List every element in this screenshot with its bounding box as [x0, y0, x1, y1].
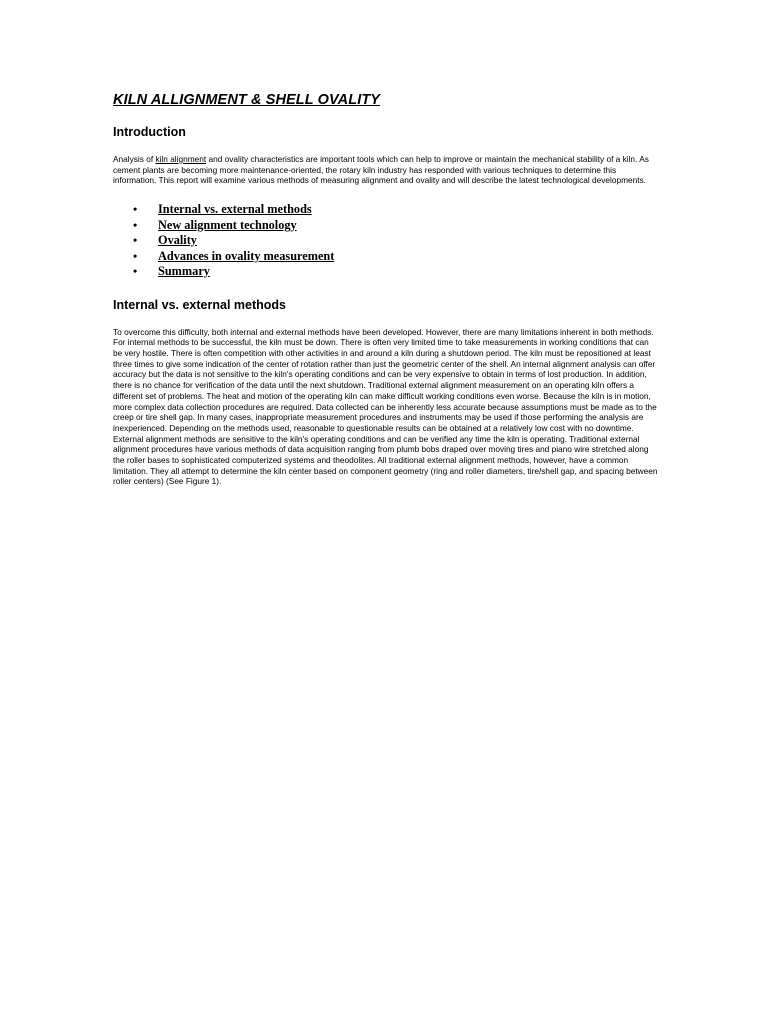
toc-item-new-alignment-technology: [113, 218, 658, 234]
kiln-alignment-link[interactable]: kiln alignment: [155, 154, 207, 164]
document-page: [113, 90, 658, 487]
bullet-icon: •: [133, 217, 138, 232]
introduction-heading: Introduction: [113, 125, 186, 139]
toc-link-summary[interactable]: Summary: [158, 264, 210, 279]
intro-text-after: and ovality characteristics are important tools which can help to improve or maintain the mechanical stability of a kiln. As cement plants are becoming more maintenance-oriented, the rotary kiln industry has responded with various techniques to determine this information. This report will examine various methods of measuring alignment and ovality and will describe the latest technological developments.: [113, 154, 649, 186]
internal-vs-external-heading: Internal vs. external methods: [113, 297, 286, 312]
table-of-contents: [113, 202, 658, 280]
bullet-icon: •: [133, 248, 138, 263]
intro-text-before: Analysis of: [113, 154, 156, 164]
toc-item-ovality: [113, 233, 658, 249]
bullet-icon: •: [133, 202, 138, 217]
toc-link-internal-vs-external[interactable]: Internal vs. external methods: [158, 202, 312, 217]
internal-vs-external-paragraph: To overcome this difficulty, both internal and external methods have been developed. However, there are many limitations inherent in both methods. For internal methods to be successful, the kiln must be down. There is often very limited time to take measurements in working conditions that can be very hostile. There is often competition with other activities in and around a kiln during a shutdown period. The kiln must be repositioned at least three times to give some indication of the center of rotation rather than just the geometric center of the shell. An internal alignment analysis can offer accuracy but the data is not sensitive to the kiln's operating conditions and can be very expensive to obtain in terms of lost production. In addition, there is no chance for verification of the data until the next shutdown. Traditional external alignment measurement on an operating kiln offers a different set of problems. The heat and motion of the operating kiln can make difficult working conditions even worse. Because the kiln is in motion, more complex data collection procedures are required. Data collected can be inherently less accurate because assumptions must be made as to the creep or tire shell gap. In many cases, inappropriate measurement procedures and instruments may be used if those performing the analysis are inexperienced. Depending on the methods used, reasonable to questionable results can be obtained at a relatively low cost with no downtime. External alignment methods are sensitive to the kiln's operating conditions and can be verified any time the kiln is operating. Traditional external alignment procedures have various methods of data acquisition ranging from plumb bobs draped over moving tires and piano wire stretched along the roller bases to sophisticated computerized systems and theodolites. All traditional external alignment methods, however, have a common limitation. They all attempt to determine the kiln center based on component geometry (ring and roller diameters, tire/shell gap, and spacing between roller centers) (See Figure 1).: [113, 326, 658, 487]
toc-link-ovality[interactable]: Ovality: [158, 233, 197, 248]
introduction-paragraph: [113, 154, 658, 186]
toc-link-advances-in-ovality[interactable]: Advances in ovality measurement: [158, 248, 335, 263]
toc-item-internal-vs-external: [113, 202, 658, 218]
bullet-icon: •: [133, 264, 138, 279]
document-title: KILN ALLIGNMENT & SHELL OVALITY: [113, 92, 381, 108]
toc-link-new-alignment-technology[interactable]: New alignment technology: [158, 217, 297, 232]
toc-item-summary: [113, 264, 658, 280]
toc-item-advances-in-ovality: [113, 249, 658, 265]
bullet-icon: •: [133, 233, 138, 248]
